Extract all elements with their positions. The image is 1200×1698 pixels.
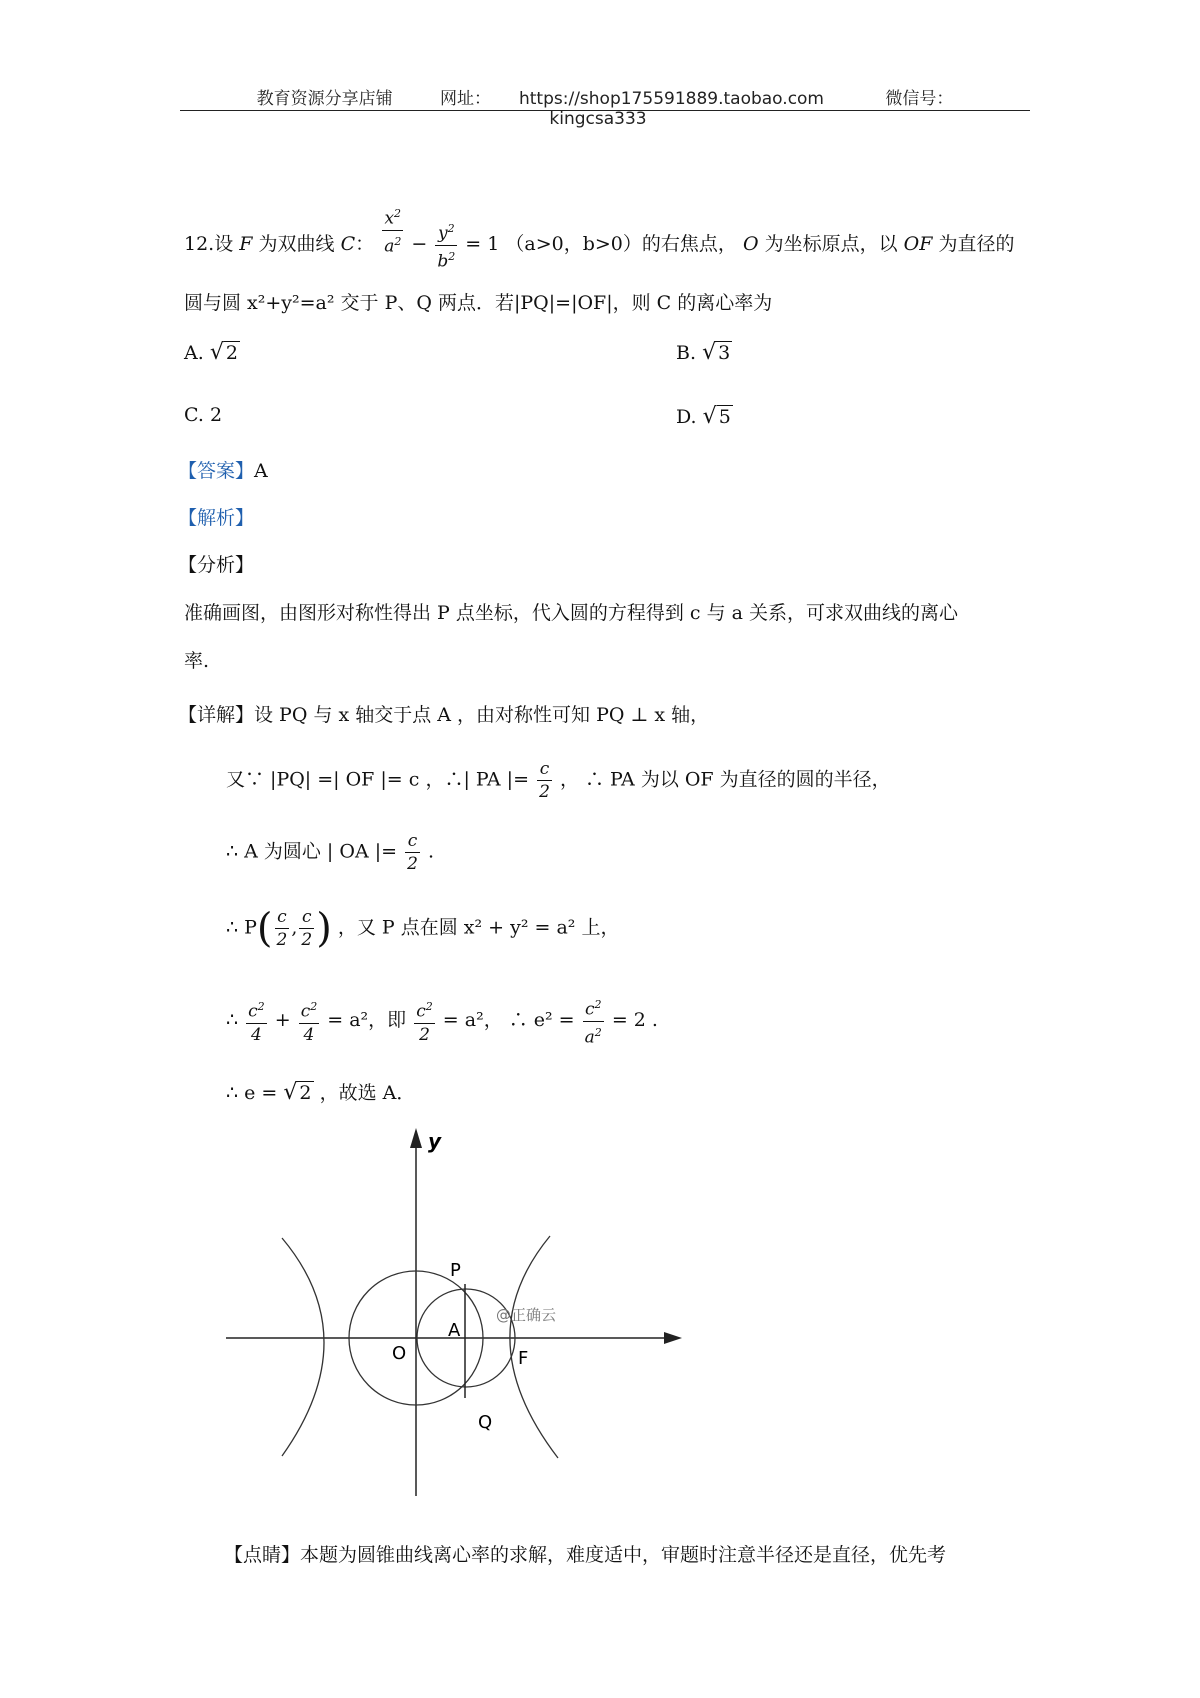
c2-over-4: $\frac{c^2}{4}$ [246, 996, 267, 1046]
header-divider [180, 110, 1030, 111]
wechat-id: kingcsa333 [549, 109, 647, 129]
x2-over-a2: $\frac{x^2}{a^2}$ [382, 203, 403, 257]
answer-tag: 【答案】 [178, 460, 255, 482]
point-a-label: A [448, 1320, 461, 1341]
shop-name: 教育资源分享店铺 [256, 89, 393, 109]
option-b[interactable]: B. √ 3 [676, 340, 731, 365]
point-f-label: F [518, 1348, 529, 1369]
sqrt-icon: √ [209, 340, 224, 365]
dianjing-tag: 【点睛】 [224, 1544, 301, 1566]
x-axis-arrow-icon [664, 1332, 682, 1344]
c-over-2: $\frac{c}{2}$ [276, 907, 288, 950]
question-line-1: 12.设 F 为双曲线 C： $\frac{x^2}{a^2}$ − $\frac{y^2}{b^2}$ = 1 （a>0，b>0）的右焦点， O 为坐标原点，以 OF 为直径的 [184, 218, 1014, 272]
hyperbola-left-branch [282, 1238, 324, 1456]
c-over-2: $\frac{c}{2}$ [301, 907, 313, 950]
option-a[interactable]: A. √ 2 [184, 340, 238, 365]
fenxi-tag: 【分析】 [178, 554, 255, 576]
watermark-text: @正确云 [496, 1306, 557, 1324]
analysis-tag: 【解析】 [178, 507, 255, 529]
detail-line-4: ∴ P( $\frac{c}{2}$ , $\frac{c}{2}$ ) ，又 P 点在圆 x² + y² = a² 上， [226, 905, 620, 952]
option-c[interactable]: C. 2 [184, 404, 223, 426]
hyperbola-circle-figure [220, 1126, 690, 1506]
c2-over-2: $\frac{c^2}{2}$ [414, 996, 435, 1046]
y2-over-b2: $\frac{y^2}{b^2}$ [435, 218, 457, 272]
fenxi-line-2: 率. [184, 650, 210, 672]
wechat-label: 微信号： [885, 89, 954, 109]
fenxi-line-1: 准确画图，由图形对称性得出 P 点坐标，代入圆的方程得到 c 与 a 关系，可求双曲线的离心 [184, 602, 958, 624]
c2-over-a2: $\frac{c^2}{a^2}$ [583, 994, 604, 1048]
hyperbola-right-branch [510, 1236, 558, 1458]
detail-line-5: ∴ $\frac{c^2}{4}$ + $\frac{c^2}{4}$ = a²，即 $\frac{c^2}{2}$ = a²， ∴ e² = $\frac{c^2}{a^2}$ = 2 . [226, 994, 658, 1048]
sqrt-icon: √ [702, 340, 717, 365]
detail-line-2: 又∵ |PQ| =| OF |= c ，∴| PA |= $\frac{c}{2}$ ， ∴ PA 为以 OF 为直径的圆的半径， [226, 759, 891, 802]
option-d[interactable]: D. √ 5 [676, 404, 731, 429]
page-header [180, 84, 1030, 129]
answer-value: A [254, 460, 268, 482]
sqrt-icon: √ [702, 404, 717, 429]
point-q-label: Q [478, 1412, 493, 1433]
detail-line-6: ∴ e = √ 2 ，故选 A． [226, 1080, 416, 1105]
question-number: 12. [184, 233, 215, 256]
y-axis-arrow-icon [410, 1128, 422, 1148]
c-over-2: $\frac{c}{2}$ [407, 831, 418, 874]
point-p-label: P [450, 1260, 461, 1281]
point-o-label: O [392, 1343, 407, 1364]
detail-line-1: 【详解】设 PQ 与 x 轴交于点 A ，由对称性可知 PQ ⊥ x 轴， [178, 704, 710, 726]
dianjing-line: 【点睛】本题为圆锥曲线离心率的求解，难度适中，审题时注意半径还是直径，优先考 [224, 1544, 947, 1566]
question-line-2: 圆与圆 x²+y²=a² 交于 P、Q 两点．若|PQ|=|OF|，则 C 的离心率为 [184, 292, 773, 314]
detail-line-3: ∴ A 为圆心 | OA |= $\frac{c}{2}$ . [226, 831, 434, 874]
sqrt-icon: √ [283, 1080, 298, 1105]
site-url[interactable]: https://shop175591889.taobao.com [518, 89, 824, 109]
detail-tag: 【详解】 [178, 704, 255, 726]
y-axis-label: y [428, 1129, 442, 1153]
c2-over-4: $\frac{c^2}{4}$ [299, 996, 320, 1046]
c-over-2: $\frac{c}{2}$ [539, 759, 550, 802]
site-label: 网址： [439, 89, 491, 109]
answer-line [178, 462, 268, 481]
